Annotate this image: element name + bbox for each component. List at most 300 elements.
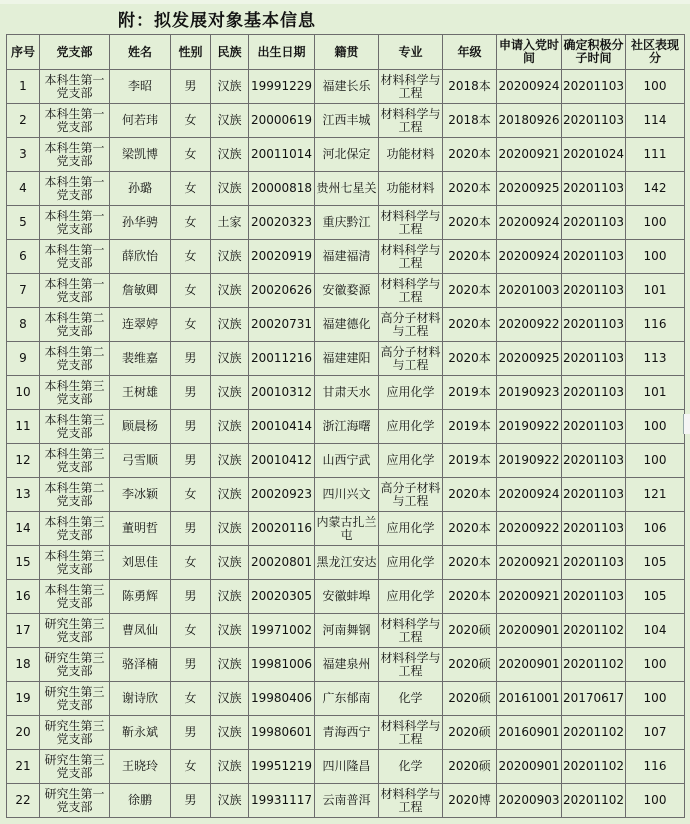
cell-name: 靳永斌 — [110, 716, 171, 750]
col-header-community-score: 社区表现分 — [626, 35, 685, 70]
cell-branch: 本科生第三党支部 — [40, 512, 110, 546]
cell-community-score: 100 — [626, 648, 685, 682]
cell-community-score: 113 — [626, 342, 685, 376]
cell-major: 应用化学 — [379, 512, 443, 546]
table-row — [7, 240, 685, 274]
cell-hometown: 浙江海曙 — [315, 410, 379, 444]
cell-major: 材料科学与工程 — [379, 104, 443, 138]
cell-branch: 本科生第二党支部 — [40, 478, 110, 512]
cell-major: 应用化学 — [379, 580, 443, 614]
table-row — [7, 750, 685, 784]
cell-apply-date: 20200903 — [497, 784, 562, 818]
cell-name: 徐鹏 — [110, 784, 171, 818]
cell-branch: 本科生第一党支部 — [40, 240, 110, 274]
cell-major: 材料科学与工程 — [379, 716, 443, 750]
cell-name: 梁凯博 — [110, 138, 171, 172]
cell-hometown: 福建长乐 — [315, 70, 379, 104]
cell-ethnicity: 汉族 — [211, 342, 249, 376]
cell-hometown: 安徽蚌埠 — [315, 580, 379, 614]
cell-branch: 研究生第三党支部 — [40, 716, 110, 750]
cell-hometown: 内蒙古扎兰屯 — [315, 512, 379, 546]
cell-gender: 女 — [171, 274, 211, 308]
cell-grade: 2020本 — [443, 512, 497, 546]
cell-activist-date: 20201103 — [562, 444, 626, 478]
table-row — [7, 308, 685, 342]
cell-gender: 女 — [171, 546, 211, 580]
cell-major: 功能材料 — [379, 138, 443, 172]
table-row — [7, 172, 685, 206]
cell-ethnicity: 汉族 — [211, 478, 249, 512]
cell-apply-date: 20180926 — [497, 104, 562, 138]
cell-ethnicity: 汉族 — [211, 614, 249, 648]
cell-gender: 女 — [171, 308, 211, 342]
table-row — [7, 444, 685, 478]
cell-grade: 2020硕 — [443, 614, 497, 648]
cell-activist-date: 20201102 — [562, 784, 626, 818]
cell-index: 21 — [7, 750, 40, 784]
cell-ethnicity: 汉族 — [211, 376, 249, 410]
table-row — [7, 682, 685, 716]
cell-grade: 2020本 — [443, 274, 497, 308]
cell-branch: 本科生第一党支部 — [40, 138, 110, 172]
cell-community-score: 121 — [626, 478, 685, 512]
cell-branch: 本科生第三党支部 — [40, 580, 110, 614]
col-header-hometown: 籍贯 — [315, 35, 379, 70]
table-row — [7, 716, 685, 750]
cell-community-score: 100 — [626, 784, 685, 818]
cell-grade: 2019本 — [443, 376, 497, 410]
cell-index: 3 — [7, 138, 40, 172]
cell-community-score: 100 — [626, 206, 685, 240]
cell-activist-date: 20201103 — [562, 342, 626, 376]
cell-index: 22 — [7, 784, 40, 818]
cell-branch: 本科生第三党支部 — [40, 546, 110, 580]
cell-gender: 男 — [171, 784, 211, 818]
table-row — [7, 512, 685, 546]
cell-major: 材料科学与工程 — [379, 784, 443, 818]
cell-birthdate: 19981006 — [249, 648, 315, 682]
cell-major: 材料科学与工程 — [379, 614, 443, 648]
cell-name: 顾晨杨 — [110, 410, 171, 444]
cell-branch: 本科生第一党支部 — [40, 172, 110, 206]
cell-grade: 2020本 — [443, 478, 497, 512]
cell-grade: 2019本 — [443, 410, 497, 444]
cell-ethnicity: 汉族 — [211, 784, 249, 818]
cell-community-score: 116 — [626, 308, 685, 342]
cell-ethnicity: 汉族 — [211, 580, 249, 614]
cell-index: 17 — [7, 614, 40, 648]
cell-grade: 2020博 — [443, 784, 497, 818]
cell-birthdate: 20010412 — [249, 444, 315, 478]
cell-apply-date: 20200922 — [497, 308, 562, 342]
cell-name: 谢诗欣 — [110, 682, 171, 716]
cell-gender: 男 — [171, 410, 211, 444]
cell-grade: 2020硕 — [443, 750, 497, 784]
cell-branch: 本科生第一党支部 — [40, 206, 110, 240]
cell-activist-date: 20201103 — [562, 104, 626, 138]
table-row — [7, 784, 685, 818]
col-header-name: 姓名 — [110, 35, 171, 70]
cell-birthdate: 20000818 — [249, 172, 315, 206]
cell-hometown: 黑龙江安达 — [315, 546, 379, 580]
cell-activist-date: 20201102 — [562, 648, 626, 682]
cell-hometown: 福建德化 — [315, 308, 379, 342]
cell-branch: 研究生第三党支部 — [40, 682, 110, 716]
cell-birthdate: 20020626 — [249, 274, 315, 308]
table-row — [7, 614, 685, 648]
cell-name: 骆泽楠 — [110, 648, 171, 682]
cell-birthdate: 19951219 — [249, 750, 315, 784]
cell-name: 孙璐 — [110, 172, 171, 206]
cell-birthdate: 20010312 — [249, 376, 315, 410]
cell-birthdate: 20020923 — [249, 478, 315, 512]
cell-apply-date: 20200924 — [497, 70, 562, 104]
cell-grade: 2020硕 — [443, 648, 497, 682]
cell-activist-date: 20201103 — [562, 478, 626, 512]
cell-community-score: 111 — [626, 138, 685, 172]
table-row — [7, 206, 685, 240]
cell-branch: 本科生第二党支部 — [40, 342, 110, 376]
cell-apply-date: 20200924 — [497, 240, 562, 274]
cell-name: 詹敏卿 — [110, 274, 171, 308]
cell-activist-date: 20201103 — [562, 274, 626, 308]
table-row — [7, 70, 685, 104]
cell-index: 4 — [7, 172, 40, 206]
cell-apply-date: 20201003 — [497, 274, 562, 308]
cell-apply-date: 20200921 — [497, 546, 562, 580]
cell-ethnicity: 汉族 — [211, 682, 249, 716]
col-header-activist-date: 确定积极分子时间 — [562, 35, 626, 70]
cell-index: 16 — [7, 580, 40, 614]
cell-activist-date: 20201024 — [562, 138, 626, 172]
cell-apply-date: 20190923 — [497, 376, 562, 410]
cell-grade: 2020本 — [443, 342, 497, 376]
cell-index: 7 — [7, 274, 40, 308]
cell-gender: 女 — [171, 104, 211, 138]
cell-major: 高分子材料与工程 — [379, 342, 443, 376]
cell-name: 弓雪顺 — [110, 444, 171, 478]
cell-ethnicity: 汉族 — [211, 274, 249, 308]
cell-apply-date: 20200921 — [497, 138, 562, 172]
cell-gender: 男 — [171, 648, 211, 682]
cell-major: 材料科学与工程 — [379, 70, 443, 104]
cell-activist-date: 20201103 — [562, 376, 626, 410]
cell-grade: 2020本 — [443, 308, 497, 342]
cell-birthdate: 20011216 — [249, 342, 315, 376]
cell-major: 化学 — [379, 750, 443, 784]
cell-index: 2 — [7, 104, 40, 138]
cell-activist-date: 20201103 — [562, 580, 626, 614]
cell-branch: 本科生第一党支部 — [40, 274, 110, 308]
cell-ethnicity: 汉族 — [211, 308, 249, 342]
cell-name: 王树雄 — [110, 376, 171, 410]
cell-activist-date: 20201103 — [562, 308, 626, 342]
cell-hometown: 河南舞钢 — [315, 614, 379, 648]
cell-gender: 男 — [171, 342, 211, 376]
col-header-birthdate: 出生日期 — [249, 35, 315, 70]
cell-community-score: 106 — [626, 512, 685, 546]
cell-major: 材料科学与工程 — [379, 206, 443, 240]
cell-major: 功能材料 — [379, 172, 443, 206]
cell-activist-date: 20201103 — [562, 70, 626, 104]
cell-name: 刘思佳 — [110, 546, 171, 580]
cell-apply-date: 20200901 — [497, 750, 562, 784]
col-header-grade: 年级 — [443, 35, 497, 70]
cell-community-score: 100 — [626, 240, 685, 274]
cell-ethnicity: 汉族 — [211, 240, 249, 274]
cell-hometown: 福建福清 — [315, 240, 379, 274]
cell-major: 材料科学与工程 — [379, 274, 443, 308]
cell-gender: 男 — [171, 512, 211, 546]
cell-activist-date: 20201103 — [562, 512, 626, 546]
cell-birthdate: 20020116 — [249, 512, 315, 546]
cell-activist-date: 20201103 — [562, 206, 626, 240]
cell-major: 材料科学与工程 — [379, 648, 443, 682]
table-row — [7, 104, 685, 138]
cell-grade: 2020本 — [443, 138, 497, 172]
cell-index: 18 — [7, 648, 40, 682]
cell-grade: 2020本 — [443, 206, 497, 240]
top-bar — [0, 0, 690, 4]
cell-ethnicity: 汉族 — [211, 410, 249, 444]
cell-community-score: 142 — [626, 172, 685, 206]
cell-community-score: 114 — [626, 104, 685, 138]
col-header-major: 专业 — [379, 35, 443, 70]
cell-branch: 本科生第三党支部 — [40, 410, 110, 444]
cell-hometown: 四川兴文 — [315, 478, 379, 512]
cell-branch: 研究生第三党支部 — [40, 750, 110, 784]
header-row — [7, 35, 685, 70]
cell-index: 14 — [7, 512, 40, 546]
cell-birthdate: 19991229 — [249, 70, 315, 104]
cell-ethnicity: 汉族 — [211, 138, 249, 172]
cell-index: 20 — [7, 716, 40, 750]
cell-apply-date: 20200925 — [497, 172, 562, 206]
cell-gender: 女 — [171, 682, 211, 716]
cell-name: 何若玮 — [110, 104, 171, 138]
cell-grade: 2020本 — [443, 240, 497, 274]
cell-hometown: 福建泉州 — [315, 648, 379, 682]
cell-gender: 男 — [171, 376, 211, 410]
cell-ethnicity: 汉族 — [211, 750, 249, 784]
cell-major: 高分子材料与工程 — [379, 478, 443, 512]
cell-ethnicity: 汉族 — [211, 172, 249, 206]
cell-ethnicity: 汉族 — [211, 70, 249, 104]
cell-name: 曹凤仙 — [110, 614, 171, 648]
cell-birthdate: 19980406 — [249, 682, 315, 716]
cell-community-score: 101 — [626, 274, 685, 308]
cell-index: 19 — [7, 682, 40, 716]
cell-gender: 男 — [171, 70, 211, 104]
cell-name: 李昭 — [110, 70, 171, 104]
cell-ethnicity: 汉族 — [211, 546, 249, 580]
cell-name: 连翠婷 — [110, 308, 171, 342]
cell-index: 1 — [7, 70, 40, 104]
col-header-apply-date: 申请入党时间 — [497, 35, 562, 70]
cell-major: 应用化学 — [379, 376, 443, 410]
cell-ethnicity: 汉族 — [211, 716, 249, 750]
table-row — [7, 138, 685, 172]
cell-hometown: 四川隆昌 — [315, 750, 379, 784]
cell-index: 5 — [7, 206, 40, 240]
cell-hometown: 山西宁武 — [315, 444, 379, 478]
cell-index: 9 — [7, 342, 40, 376]
cell-major: 材料科学与工程 — [379, 240, 443, 274]
cell-name: 王晓玲 — [110, 750, 171, 784]
table-row — [7, 648, 685, 682]
table-row — [7, 342, 685, 376]
cell-name: 李冰颖 — [110, 478, 171, 512]
cell-gender: 女 — [171, 206, 211, 240]
cell-gender: 女 — [171, 172, 211, 206]
cell-branch: 本科生第二党支部 — [40, 308, 110, 342]
cell-hometown: 福建建阳 — [315, 342, 379, 376]
cell-community-score: 105 — [626, 580, 685, 614]
col-header-index: 序号 — [7, 35, 40, 70]
cell-community-score: 101 — [626, 376, 685, 410]
cell-apply-date: 20200924 — [497, 478, 562, 512]
cell-community-score: 116 — [626, 750, 685, 784]
cell-community-score: 100 — [626, 682, 685, 716]
cell-grade: 2020硕 — [443, 682, 497, 716]
cell-apply-date: 20190922 — [497, 410, 562, 444]
table-row — [7, 274, 685, 308]
cell-branch: 研究生第一党支部 — [40, 784, 110, 818]
cell-community-score: 100 — [626, 410, 685, 444]
cell-community-score: 100 — [626, 70, 685, 104]
cell-birthdate: 20011014 — [249, 138, 315, 172]
cell-index: 13 — [7, 478, 40, 512]
cell-gender: 女 — [171, 138, 211, 172]
cell-apply-date: 20200922 — [497, 512, 562, 546]
cell-index: 15 — [7, 546, 40, 580]
cell-ethnicity: 汉族 — [211, 648, 249, 682]
cell-hometown: 河北保定 — [315, 138, 379, 172]
cell-birthdate: 20020305 — [249, 580, 315, 614]
cell-gender: 女 — [171, 478, 211, 512]
cell-branch: 研究生第三党支部 — [40, 614, 110, 648]
cell-major: 应用化学 — [379, 410, 443, 444]
cell-activist-date: 20201103 — [562, 172, 626, 206]
cell-community-score: 100 — [626, 444, 685, 478]
cell-gender: 女 — [171, 750, 211, 784]
cell-activist-date: 20201102 — [562, 750, 626, 784]
cell-major: 应用化学 — [379, 546, 443, 580]
cell-gender: 男 — [171, 580, 211, 614]
col-header-gender: 性别 — [171, 35, 211, 70]
cell-hometown: 贵州七星关 — [315, 172, 379, 206]
col-header-branch: 党支部 — [40, 35, 110, 70]
cell-grade: 2018本 — [443, 70, 497, 104]
cell-activist-date: 20201103 — [562, 240, 626, 274]
cell-index: 12 — [7, 444, 40, 478]
cell-ethnicity: 汉族 — [211, 444, 249, 478]
cell-apply-date: 20200921 — [497, 580, 562, 614]
cell-index: 8 — [7, 308, 40, 342]
cell-index: 11 — [7, 410, 40, 444]
cell-community-score: 104 — [626, 614, 685, 648]
cell-branch: 本科生第三党支部 — [40, 444, 110, 478]
table-body — [7, 70, 685, 818]
cell-index: 10 — [7, 376, 40, 410]
info-table — [6, 34, 685, 818]
cell-branch: 本科生第一党支部 — [40, 70, 110, 104]
col-header-ethnicity: 民族 — [211, 35, 249, 70]
cell-apply-date: 20200901 — [497, 648, 562, 682]
cell-ethnicity: 汉族 — [211, 104, 249, 138]
table-row — [7, 410, 685, 444]
cell-birthdate: 19971002 — [249, 614, 315, 648]
cell-grade: 2020硕 — [443, 716, 497, 750]
cell-major: 应用化学 — [379, 444, 443, 478]
cell-apply-date: 20200924 — [497, 206, 562, 240]
cell-major: 化学 — [379, 682, 443, 716]
cell-apply-date: 20161001 — [497, 682, 562, 716]
cell-activist-date: 20201102 — [562, 716, 626, 750]
table-row — [7, 478, 685, 512]
cell-ethnicity: 汉族 — [211, 512, 249, 546]
table-row — [7, 580, 685, 614]
cell-index: 6 — [7, 240, 40, 274]
cell-apply-date: 20200925 — [497, 342, 562, 376]
cell-gender: 女 — [171, 240, 211, 274]
cell-name: 裴维嘉 — [110, 342, 171, 376]
cell-birthdate: 19931117 — [249, 784, 315, 818]
cell-grade: 2018本 — [443, 104, 497, 138]
cell-hometown: 云南普洱 — [315, 784, 379, 818]
cell-branch: 本科生第三党支部 — [40, 376, 110, 410]
page-title: 附：拟发展对象基本信息 — [118, 11, 316, 31]
cell-ethnicity: 土家 — [211, 206, 249, 240]
cell-gender: 男 — [171, 716, 211, 750]
cell-name: 薛欣怡 — [110, 240, 171, 274]
cell-grade: 2020本 — [443, 546, 497, 580]
cell-gender: 男 — [171, 444, 211, 478]
cell-community-score: 107 — [626, 716, 685, 750]
cell-birthdate: 20020323 — [249, 206, 315, 240]
cell-name: 陈勇辉 — [110, 580, 171, 614]
cell-name: 孙华骋 — [110, 206, 171, 240]
scroll-indicator[interactable] — [683, 414, 690, 434]
cell-activist-date: 20201103 — [562, 410, 626, 444]
cell-major: 高分子材料与工程 — [379, 308, 443, 342]
cell-branch: 本科生第一党支部 — [40, 104, 110, 138]
cell-hometown: 安徽婺源 — [315, 274, 379, 308]
cell-hometown: 青海西宁 — [315, 716, 379, 750]
cell-apply-date: 20200901 — [497, 614, 562, 648]
cell-activist-date: 20201103 — [562, 546, 626, 580]
cell-grade: 2019本 — [443, 444, 497, 478]
cell-birthdate: 20000619 — [249, 104, 315, 138]
cell-apply-date: 20160901 — [497, 716, 562, 750]
cell-birthdate: 20020801 — [249, 546, 315, 580]
cell-hometown: 重庆黔江 — [315, 206, 379, 240]
cell-apply-date: 20190922 — [497, 444, 562, 478]
cell-name: 董明哲 — [110, 512, 171, 546]
cell-gender: 女 — [171, 614, 211, 648]
cell-hometown: 广东郁南 — [315, 682, 379, 716]
cell-activist-date: 20201102 — [562, 614, 626, 648]
cell-activist-date: 20170617 — [562, 682, 626, 716]
cell-community-score: 105 — [626, 546, 685, 580]
cell-hometown: 江西丰城 — [315, 104, 379, 138]
cell-grade: 2020本 — [443, 172, 497, 206]
cell-birthdate: 19980601 — [249, 716, 315, 750]
cell-birthdate: 20020731 — [249, 308, 315, 342]
table-row — [7, 546, 685, 580]
table-row — [7, 376, 685, 410]
cell-birthdate: 20010414 — [249, 410, 315, 444]
